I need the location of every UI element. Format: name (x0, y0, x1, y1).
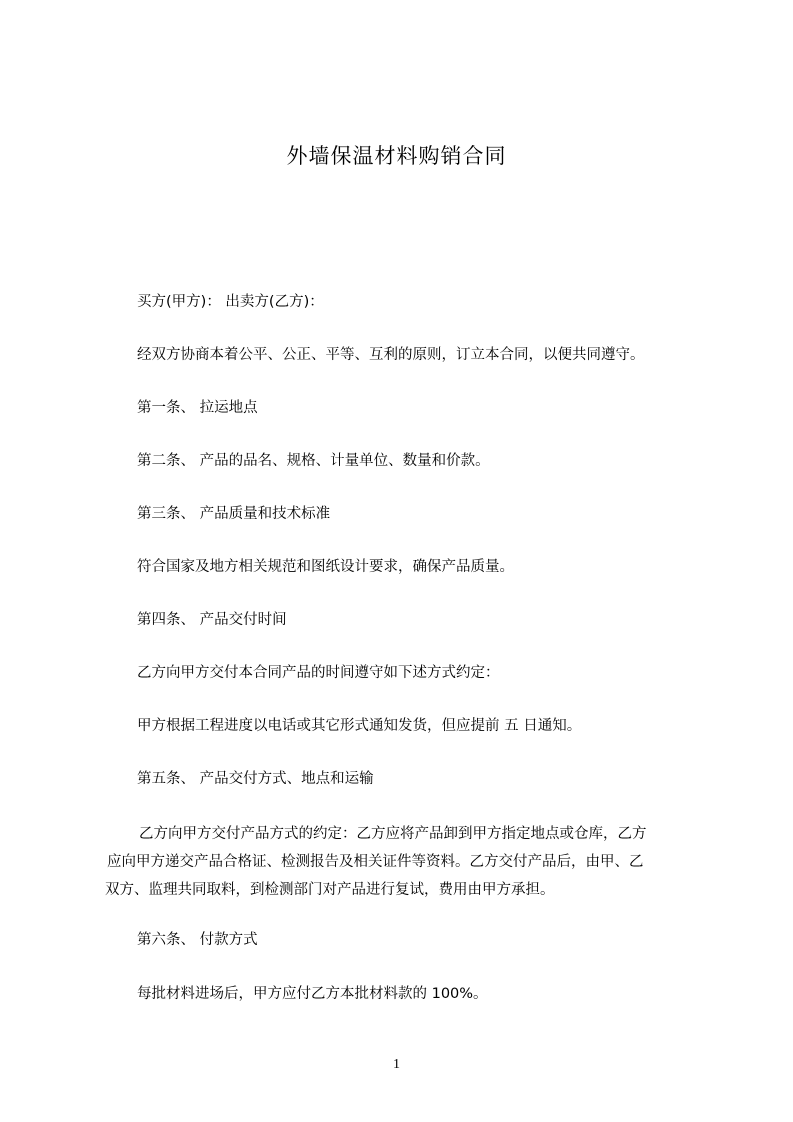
article-6-heading: 第六条、 付款方式 (137, 932, 258, 948)
article-4-body-1: 乙方向甲方交付本合同产品的时间遵守如下述方式约定： (137, 665, 500, 681)
article-5-body-line-1: 乙方向甲方交付产品方式的约定：乙方应将产品卸到甲方指定地点或仓库，乙方 (139, 826, 647, 842)
article-5-heading: 第五条、 产品交付方式、地点和运输 (137, 771, 374, 787)
article-6-body: 每批材料进场后，甲方应付乙方本批材料款的 100%。 (137, 986, 488, 1002)
article-1-heading: 第一条、 拉运地点 (137, 400, 258, 416)
document-title: 外墙保温材料购销合同 (286, 144, 507, 168)
article-3-heading: 第三条、 产品质量和技术标准 (137, 506, 331, 522)
article-5-body-line-3: 双方、监理共同取料，到检测部门对产品进行复试，费用由甲方承担。 (105, 882, 555, 898)
article-2-heading: 第二条、 产品的品名、规格、计量单位、数量和价款。 (137, 453, 490, 469)
page-number: 1 (393, 1057, 400, 1072)
preamble-line: 经双方协商本着公平、公正、平等、互利的原则，订立本合同，以便共同遵守。 (137, 347, 645, 363)
article-5-body-line-2: 应向甲方递交产品合格证、检测报告及相关证件等资料。乙方交付产品后，由甲、乙 (107, 854, 644, 870)
article-4-body-2: 甲方根据工程进度以电话或其它形式通知发货，但应提前 五 日通知。 (137, 718, 582, 734)
article-4-heading: 第四条、 产品交付时间 (137, 612, 287, 628)
article-5-body (105, 820, 701, 904)
parties-line: 买方(甲方)： 出卖方(乙方)： (137, 294, 324, 310)
article-3-body: 符合国家及地方相关规范和图纸设计要求，确保产品质量。 (137, 559, 514, 575)
